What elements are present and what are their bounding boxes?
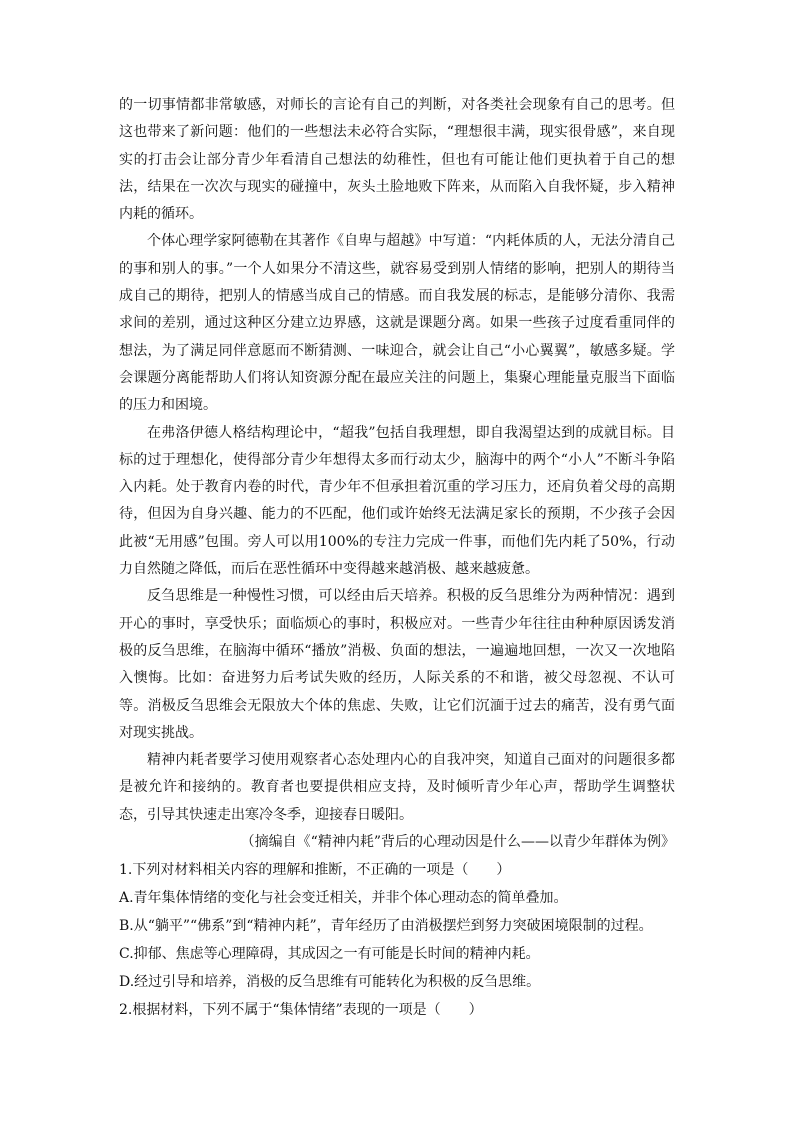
paragraph-2: 个体心理学家阿德勒在其著作《自卑与超越》中写道：“内耗体质的人，无法分清自己的事和别人的事。”一个人如果分不清这些，就容易受到别人情绪的影响，把别人的期待当成自己的期待，把别人的情感当成自己的情感。而自我发展的标志，是能够分清你、我需求间的差别，通过这种区分建立边界感，这就是课题分离。如果一些孩子过度看重同伴的想法，为了满足同伴意愿而不断猜测、一味迎合，就会让自己“小心翼翼”，敏感多疑。学会课题分离能帮助人们将认知资源分配在最应关注的问题上，集聚心理能量克服当下面临的压力和困境。 [119, 233, 675, 414]
source-citation: （摘编自《“精神内耗”背后的心理动因是什么——以青少年群体为例》 [240, 834, 675, 851]
paragraph-5: 精神内耗者要学习使用观察者心态处理内心的自我冲突，知道自己面对的问题很多都是被允许和接纳的。教育者也要提供相应支持，及时倾听青少年心声，帮助学生调整状态，引导其快速走出寒冷冬季，迎接春日暖阳。 [119, 752, 675, 823]
paragraph-4: 反刍思维是一种慢性习惯，可以经由后天培养。积极的反刍思维分为两种情况：遇到开心的事时，享受快乐；面临烦心的事时，积极应对。一些青少年往往由种种原因诱发消极的反刍思维，在脑海中循环“播放”消极、负面的想法，一遍遍地回想，一次又一次地陷入懊悔。比如：奋进努力后考试失败的经历，人际关系的不和谐，被父母忽视、不认可等。消极反刍思维会无限放大个体的焦虑、失败，让它们沉湎于过去的痛苦，没有勇气面对现实挑战。 [119, 588, 675, 741]
paragraph-1: 的一切事情都非常敏感，对师长的言论有自己的判断，对各类社会现象有自己的思考。但这也带来了新问题：他们的一些想法未必符合实际，“理想很丰满，现实很骨感”，来自现实的打击会让部分青少年看清自己想法的幼稚性，但也有可能让他们更执着于自己的想法，结果在一次次与现实的碰撞中，灰头土脸地败下阵来，从而陷入自我怀疑，步入精神内耗的循环。 [119, 97, 675, 223]
question-1-option-c: C.抑郁、焦虑等心理障碍，其成因之一有可能是长时间的精神内耗。 [119, 946, 540, 963]
question-1-option-d: D.经过引导和培养，消极的反刍思维有可能转化为积极的反刍思维。 [119, 974, 541, 991]
question-1-stem: 1.下列对材料相关内容的理解和推断，不正确的一项是（ ） [119, 862, 511, 879]
question-2-stem: 2.根据材料，下列不属于“集体情绪”表现的一项是（ ） [119, 1002, 483, 1019]
paragraph-3: 在弗洛伊德人格结构理论中，“超我”包括自我理想，即自我渴望达到的成就目标。目标的过于理想化，使得部分青少年想得太多而行动太少，脑海中的两个“小人”不断斗争陷入内耗。处于教育内卷的时代，青少年不但承担着沉重的学习压力，还肩负着父母的高期待，但因为自身兴趣、能力的不匹配，他们或许始终无法满足家长的预期，不少孩子会因此被“无用感”包围。旁人可以用100%的专注力完成一件事，而他们先内耗了50%，行动力自然随之降低，而后在恶性循环中变得越来越消极、越来越疲惫。 [119, 424, 675, 578]
question-1-option-b: B.从“躺平”“佛系”到“精神内耗”，青年经历了由消极摆烂到努力突破困境限制的过程。 [119, 918, 653, 935]
question-1 [119, 856, 675, 996]
question-1-option-a: A.青年集体情绪的变化与社会变迁相关，并非个体心理动态的简单叠加。 [119, 890, 568, 907]
question-2 [119, 996, 675, 1024]
document-body [119, 92, 675, 1024]
